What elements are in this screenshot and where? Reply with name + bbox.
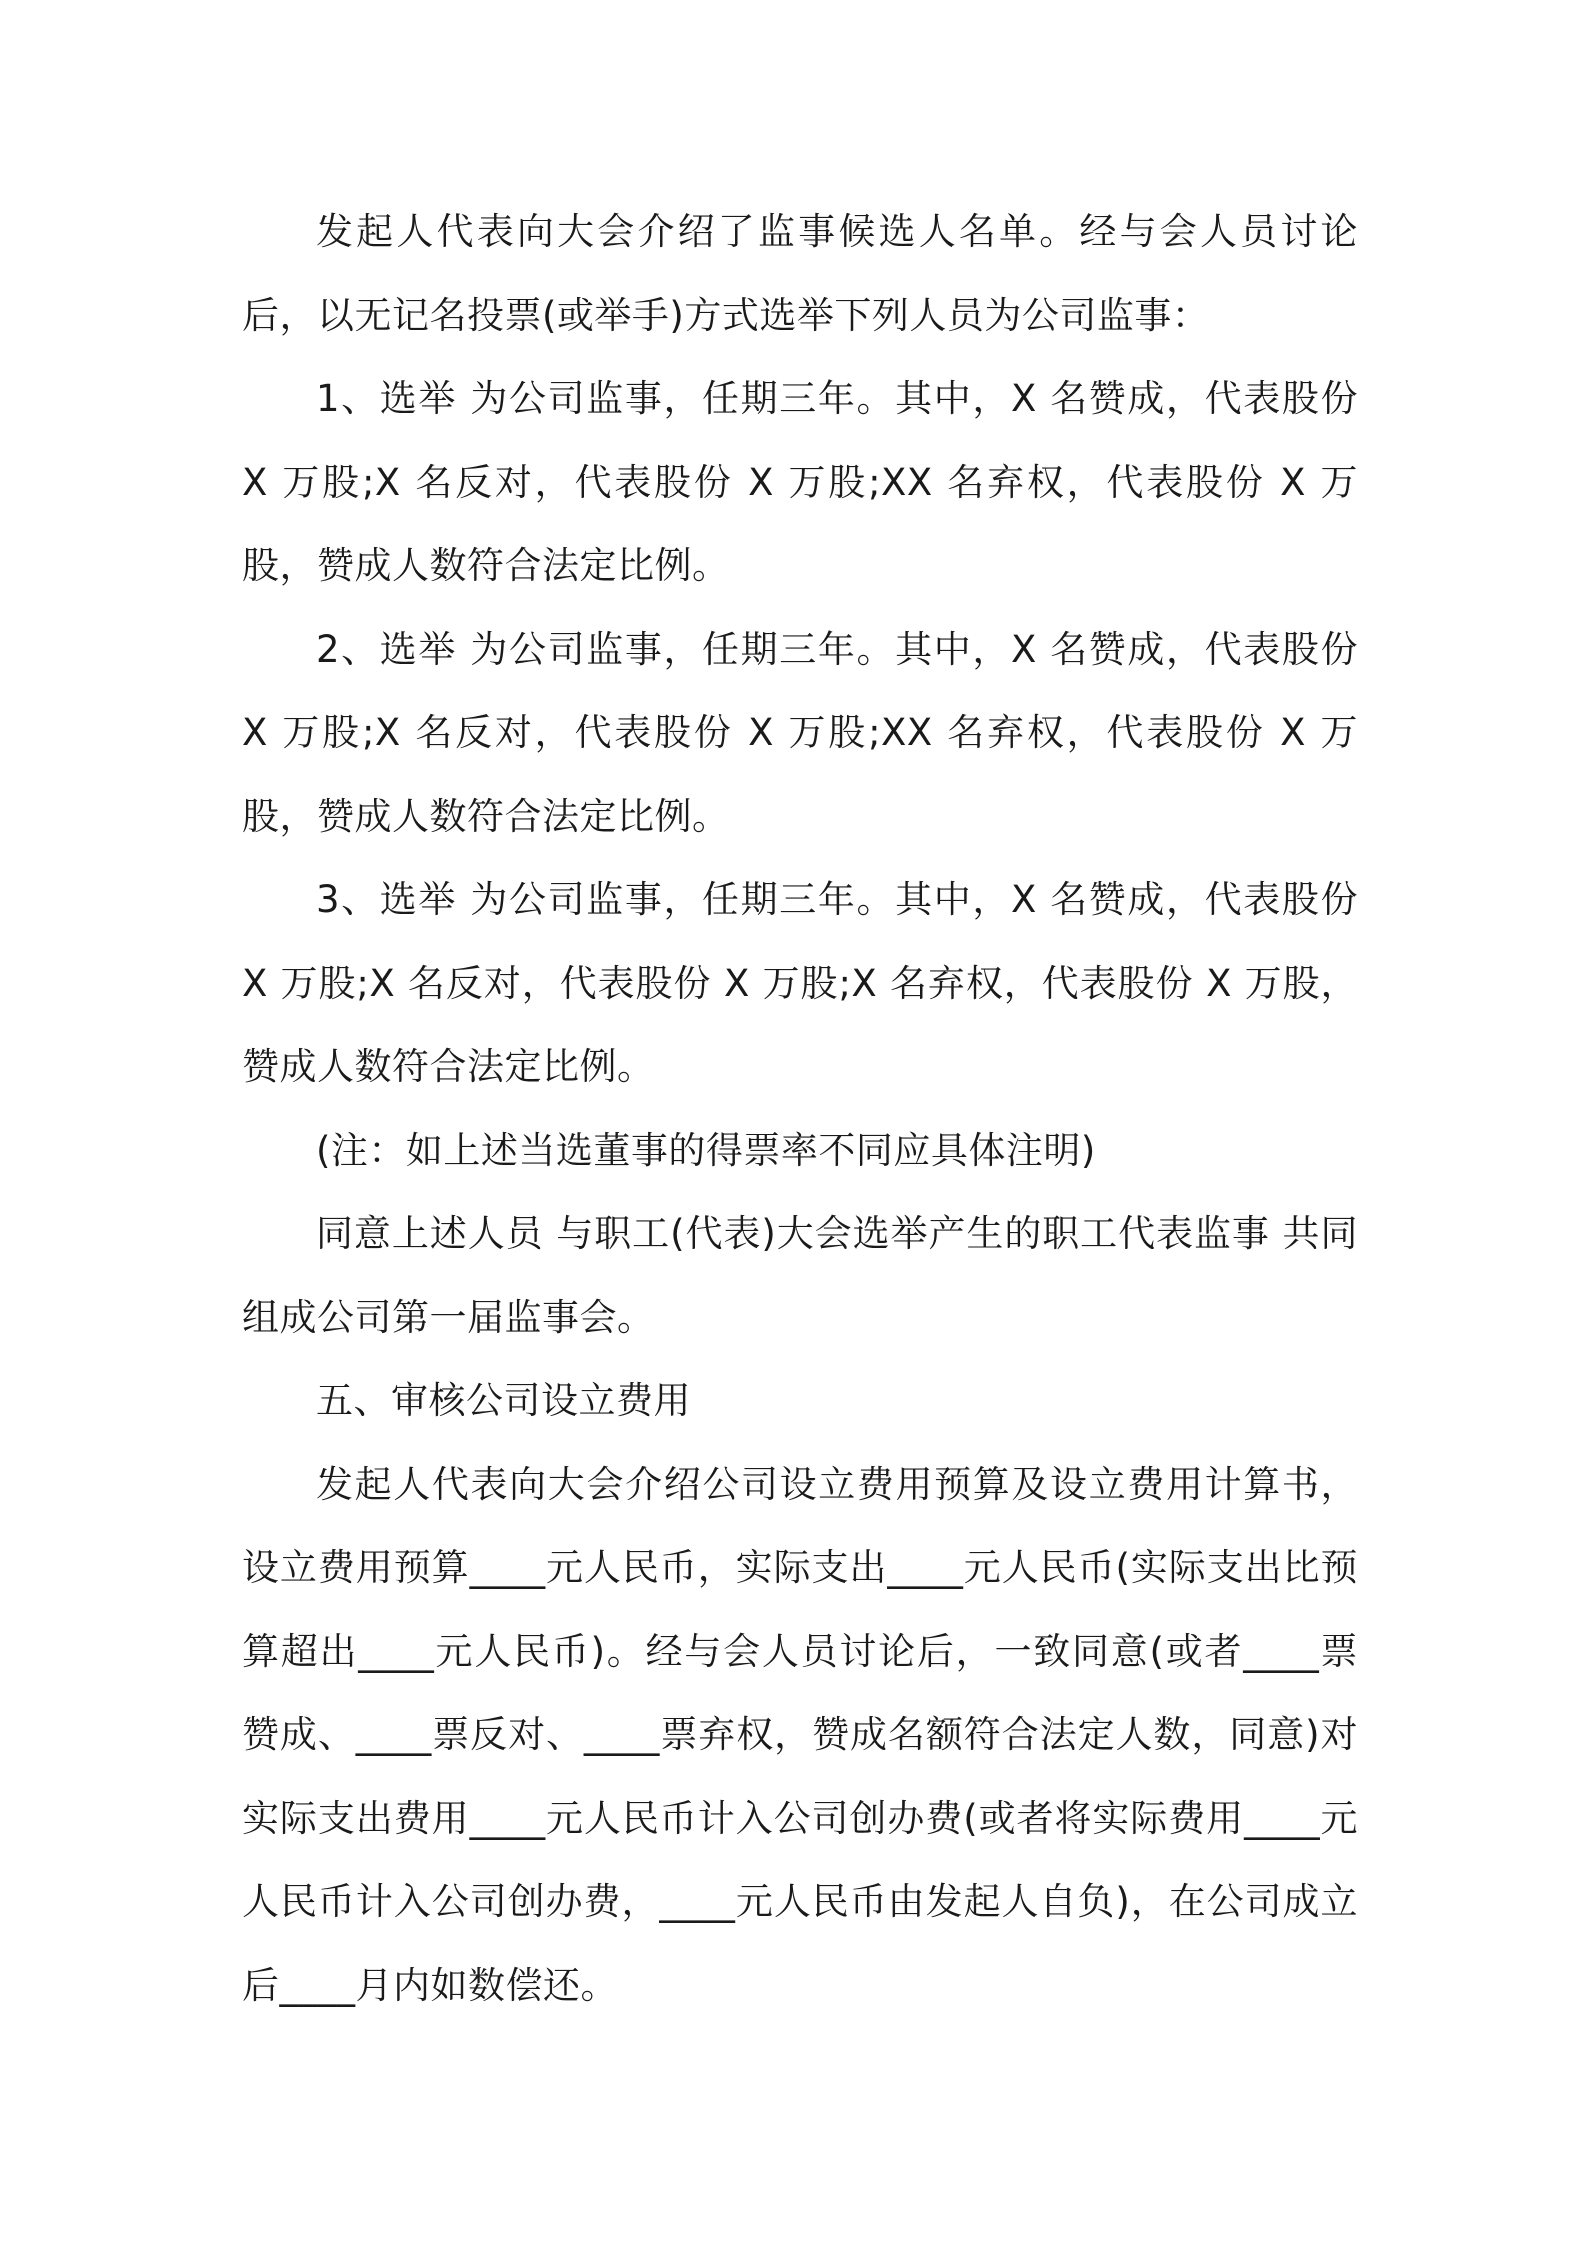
paragraph-expenses-detail: 发起人代表向大会介绍公司设立费用预算及设立费用计算书，设立费用预算____元人民币，实际支出____元人民币(实际支出比预算超出____元人民币)。经与会人员讨论后，一致同意(或者____票赞成、____票反对、____票弃权，赞成名额符合法定人数，同意)对实际支出费用____元人民币计入公司创办费(或者将实际费用____元人民币计入公司创办费，____元人民币由发起人自负)，在公司成立后____月内如数偿还。 bbox=[242, 1462, 1358, 2007]
paragraph-supervisor-candidates: 发起人代表向大会介绍了监事候选人名单。经与会人员讨论后，以无记名投票(或举手)方式选举下列人员为公司监事： bbox=[242, 210, 1358, 337]
paragraph-board-composition: 同意上述人员 与职工(代表)大会选举产生的职工代表监事 共同组成公司第一届监事会。 bbox=[242, 1212, 1358, 1339]
section-heading-expenses: 五、审核公司设立费用 bbox=[316, 1379, 691, 1422]
paragraph-note: (注：如上述当选董事的得票率不同应具体注明) bbox=[316, 1128, 1096, 1172]
paragraph-election-item-2: 2、选举 为公司监事，任期三年。其中，X 名赞成，代表股份 X 万股;X 名反对，代表股份 X 万股;XX 名弃权，代表股份 X 万股，赞成人数符合法定比例。 bbox=[242, 627, 1358, 838]
paragraph-election-item-1: 1、选举 为公司监事，任期三年。其中，X 名赞成，代表股份 X 万股;X 名反对，代表股份 X 万股;XX 名弃权，代表股份 X 万股，赞成人数符合法定比例。 bbox=[242, 377, 1358, 587]
paragraph-election-item-3: 3、选举 为公司监事，任期三年。其中，X 名赞成，代表股份 X 万股;X 名反对，代表股份 X 万股;X 名弃权，代表股份 X 万股，赞成人数符合法定比例。 bbox=[242, 878, 1358, 1088]
document-body bbox=[242, 190, 1358, 2027]
